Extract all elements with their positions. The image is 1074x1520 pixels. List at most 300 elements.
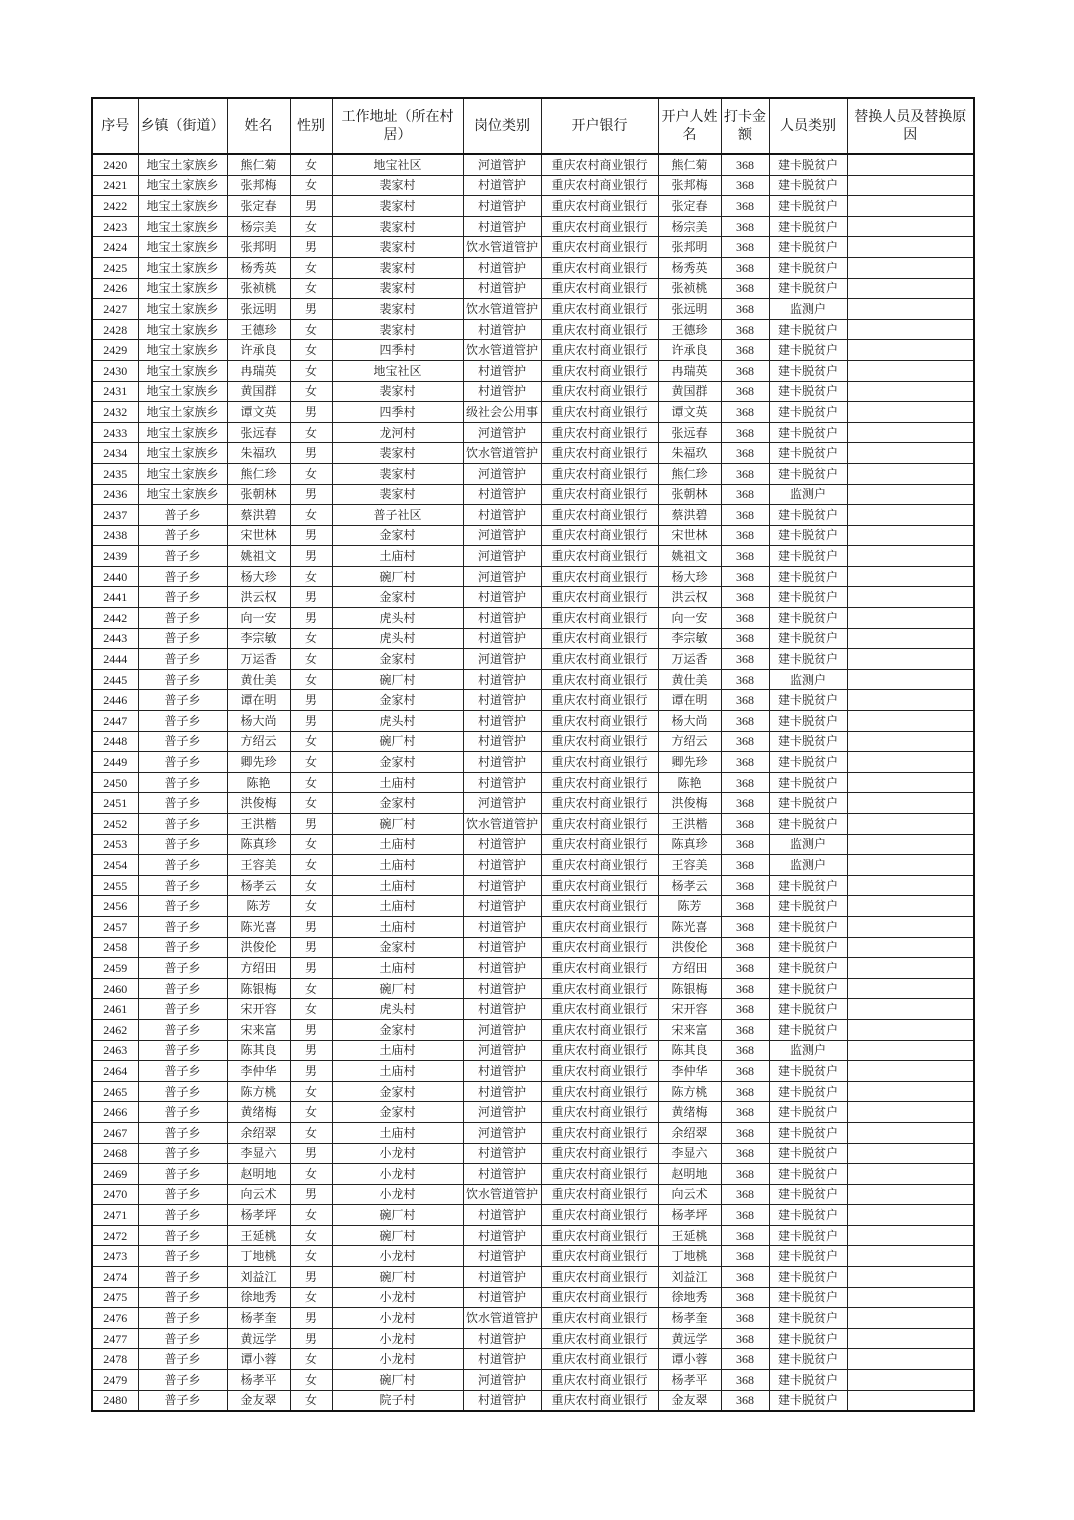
cell-township: 普子乡	[138, 958, 227, 979]
table-row	[92, 958, 974, 979]
cell-gender: 女	[290, 999, 332, 1020]
cell-person-category: 建卡脱贫户	[769, 958, 847, 979]
cell-gender: 女	[290, 216, 332, 237]
table-row	[92, 1287, 974, 1308]
cell-amount: 368	[721, 1246, 769, 1267]
cell-amount: 368	[721, 278, 769, 299]
cell-township: 普子乡	[138, 608, 227, 629]
cell-name: 宋开容	[227, 999, 290, 1020]
table-row	[92, 525, 974, 546]
cell-post-category: 村道管护	[463, 381, 541, 402]
cell-index: 2425	[92, 257, 138, 278]
cell-person-category: 建卡脱贫户	[769, 525, 847, 546]
cell-township: 普子乡	[138, 690, 227, 711]
cell-township: 地宝土家族乡	[138, 196, 227, 217]
cell-bank: 重庆农村商业银行	[541, 999, 658, 1020]
cell-work-address: 土庙村	[332, 958, 463, 979]
cell-replacement	[847, 896, 974, 917]
cell-post-category: 村道管护	[463, 1390, 541, 1411]
cell-township: 地宝土家族乡	[138, 154, 227, 175]
cell-amount: 368	[721, 402, 769, 423]
cell-post-category: 村道管护	[463, 711, 541, 732]
cell-name: 陈真珍	[227, 834, 290, 855]
cell-post-category: 河道管护	[463, 546, 541, 567]
cell-amount: 368	[721, 649, 769, 670]
cell-person-category: 建卡脱贫户	[769, 1370, 847, 1391]
cell-index: 2475	[92, 1287, 138, 1308]
cell-account-holder: 王德珍	[658, 319, 721, 340]
cell-name: 谭在明	[227, 690, 290, 711]
cell-township: 地宝土家族乡	[138, 340, 227, 361]
cell-amount: 368	[721, 834, 769, 855]
cell-gender: 女	[290, 566, 332, 587]
cell-account-holder: 杨孝平	[658, 1370, 721, 1391]
cell-post-category: 饮水管道管护	[463, 1308, 541, 1329]
cell-person-category: 建卡脱贫户	[769, 628, 847, 649]
cell-work-address: 地宝社区	[332, 154, 463, 175]
cell-gender: 女	[290, 278, 332, 299]
cell-amount: 368	[721, 1370, 769, 1391]
cell-name: 陈芳	[227, 896, 290, 917]
cell-post-category: 饮水管道管护	[463, 1184, 541, 1205]
cell-name: 宋来富	[227, 1019, 290, 1040]
cell-post-category: 村道管护	[463, 1328, 541, 1349]
cell-name: 蔡洪碧	[227, 505, 290, 526]
cell-amount: 368	[721, 1122, 769, 1143]
cell-name: 杨孝奎	[227, 1308, 290, 1329]
cell-gender: 男	[290, 1184, 332, 1205]
cell-gender: 男	[290, 916, 332, 937]
cell-name: 黄绪梅	[227, 1102, 290, 1123]
cell-amount: 368	[721, 340, 769, 361]
cell-township: 普子乡	[138, 1246, 227, 1267]
cell-index: 2452	[92, 814, 138, 835]
cell-gender: 女	[290, 381, 332, 402]
cell-account-holder: 冉瑞英	[658, 360, 721, 381]
cell-index: 2464	[92, 1061, 138, 1082]
cell-gender: 女	[290, 1164, 332, 1185]
cell-index: 2420	[92, 154, 138, 175]
cell-amount: 368	[721, 1081, 769, 1102]
cell-index: 2444	[92, 649, 138, 670]
cell-bank: 重庆农村商业银行	[541, 1390, 658, 1411]
cell-amount: 368	[721, 319, 769, 340]
cell-gender: 女	[290, 896, 332, 917]
cell-bank: 重庆农村商业银行	[541, 937, 658, 958]
cell-post-category: 村道管护	[463, 772, 541, 793]
cell-work-address: 碗厂村	[332, 814, 463, 835]
cell-account-holder: 杨大尚	[658, 711, 721, 732]
cell-index: 2423	[92, 216, 138, 237]
cell-work-address: 小龙村	[332, 1287, 463, 1308]
cell-amount: 368	[721, 422, 769, 443]
cell-account-holder: 张朝林	[658, 484, 721, 505]
cell-index: 2421	[92, 175, 138, 196]
cell-name: 余绍翠	[227, 1122, 290, 1143]
cell-post-category: 村道管护	[463, 896, 541, 917]
cell-amount: 368	[721, 999, 769, 1020]
cell-work-address: 土庙村	[332, 834, 463, 855]
cell-account-holder: 陈芳	[658, 896, 721, 917]
cell-gender: 女	[290, 360, 332, 381]
cell-gender: 女	[290, 1225, 332, 1246]
cell-replacement	[847, 772, 974, 793]
cell-replacement	[847, 154, 974, 175]
cell-work-address: 裴家村	[332, 216, 463, 237]
cell-name: 卿先珍	[227, 752, 290, 773]
cell-replacement	[847, 793, 974, 814]
cell-post-category: 村道管护	[463, 257, 541, 278]
cell-work-address: 小龙村	[332, 1349, 463, 1370]
cell-replacement	[847, 257, 974, 278]
cell-person-category: 建卡脱贫户	[769, 1081, 847, 1102]
cell-replacement	[847, 422, 974, 443]
cell-index: 2471	[92, 1205, 138, 1226]
table-row	[92, 196, 974, 217]
cell-gender: 女	[290, 772, 332, 793]
cell-replacement	[847, 381, 974, 402]
cell-bank: 重庆农村商业银行	[541, 278, 658, 299]
cell-post-category: 河道管护	[463, 525, 541, 546]
cell-account-holder: 杨大珍	[658, 566, 721, 587]
cell-person-category: 建卡脱贫户	[769, 216, 847, 237]
cell-post-category: 河道管护	[463, 566, 541, 587]
cell-work-address: 金家村	[332, 793, 463, 814]
table-row	[92, 711, 974, 732]
table-row	[92, 875, 974, 896]
cell-work-address: 碗厂村	[332, 1225, 463, 1246]
cell-bank: 重庆农村商业银行	[541, 916, 658, 937]
cell-gender: 女	[290, 793, 332, 814]
roster-table	[91, 97, 975, 1412]
cell-work-address: 土庙村	[332, 546, 463, 567]
cell-gender: 女	[290, 1287, 332, 1308]
cell-work-address: 金家村	[332, 649, 463, 670]
cell-replacement	[847, 752, 974, 773]
cell-name: 洪俊梅	[227, 793, 290, 814]
cell-name: 张祯桃	[227, 278, 290, 299]
table-row	[92, 649, 974, 670]
cell-work-address: 裴家村	[332, 299, 463, 320]
cell-index: 2473	[92, 1246, 138, 1267]
cell-gender: 男	[290, 1143, 332, 1164]
cell-gender: 男	[290, 1061, 332, 1082]
table-row	[92, 1328, 974, 1349]
cell-bank: 重庆农村商业银行	[541, 793, 658, 814]
cell-gender: 男	[290, 402, 332, 423]
cell-account-holder: 张邦明	[658, 237, 721, 258]
cell-name: 陈银梅	[227, 978, 290, 999]
table-row	[92, 154, 974, 175]
cell-person-category: 建卡脱贫户	[769, 1390, 847, 1411]
cell-work-address: 地宝社区	[332, 360, 463, 381]
cell-account-holder: 陈银梅	[658, 978, 721, 999]
cell-township: 地宝土家族乡	[138, 237, 227, 258]
cell-replacement	[847, 484, 974, 505]
cell-work-address: 碗厂村	[332, 978, 463, 999]
cell-person-category: 建卡脱贫户	[769, 360, 847, 381]
cell-amount: 368	[721, 1019, 769, 1040]
cell-replacement	[847, 937, 974, 958]
cell-index: 2466	[92, 1102, 138, 1123]
cell-work-address: 土庙村	[332, 875, 463, 896]
cell-name: 陈其良	[227, 1040, 290, 1061]
cell-post-category: 村道管护	[463, 628, 541, 649]
cell-township: 普子乡	[138, 875, 227, 896]
cell-replacement	[847, 463, 974, 484]
cell-account-holder: 宋世林	[658, 525, 721, 546]
cell-person-category: 建卡脱贫户	[769, 649, 847, 670]
cell-township: 普子乡	[138, 1225, 227, 1246]
cell-work-address: 龙河村	[332, 422, 463, 443]
cell-name: 方绍田	[227, 958, 290, 979]
cell-replacement	[847, 587, 974, 608]
cell-post-category: 村道管护	[463, 855, 541, 876]
cell-index: 2443	[92, 628, 138, 649]
cell-bank: 重庆农村商业银行	[541, 422, 658, 443]
cell-township: 普子乡	[138, 525, 227, 546]
cell-work-address: 裴家村	[332, 237, 463, 258]
cell-bank: 重庆农村商业银行	[541, 1040, 658, 1061]
table-row	[92, 896, 974, 917]
cell-work-address: 土庙村	[332, 1040, 463, 1061]
cell-account-holder: 洪云权	[658, 587, 721, 608]
cell-gender: 女	[290, 752, 332, 773]
cell-name: 陈方桃	[227, 1081, 290, 1102]
cell-township: 地宝土家族乡	[138, 443, 227, 464]
cell-bank: 重庆农村商业银行	[541, 1122, 658, 1143]
cell-name: 王洪楷	[227, 814, 290, 835]
cell-amount: 368	[721, 1184, 769, 1205]
cell-name: 张远明	[227, 299, 290, 320]
cell-index: 2451	[92, 793, 138, 814]
cell-replacement	[847, 855, 974, 876]
cell-bank: 重庆农村商业银行	[541, 1102, 658, 1123]
table-row	[92, 587, 974, 608]
cell-work-address: 四季村	[332, 402, 463, 423]
cell-replacement	[847, 216, 974, 237]
cell-index: 2449	[92, 752, 138, 773]
cell-bank: 重庆农村商业银行	[541, 360, 658, 381]
cell-replacement	[847, 1308, 974, 1329]
cell-name: 王容美	[227, 855, 290, 876]
cell-gender: 女	[290, 978, 332, 999]
cell-post-category: 饮水管道管护	[463, 443, 541, 464]
table-row	[92, 916, 974, 937]
cell-person-category: 建卡脱贫户	[769, 278, 847, 299]
cell-person-category: 建卡脱贫户	[769, 1287, 847, 1308]
cell-name: 张邦明	[227, 237, 290, 258]
cell-bank: 重庆农村商业银行	[541, 463, 658, 484]
header-index: 序号	[92, 98, 138, 154]
cell-name: 杨孝平	[227, 1370, 290, 1391]
cell-name: 黄远学	[227, 1328, 290, 1349]
cell-person-category: 建卡脱贫户	[769, 731, 847, 752]
cell-index: 2441	[92, 587, 138, 608]
cell-bank: 重庆农村商业银行	[541, 814, 658, 835]
table-row	[92, 999, 974, 1020]
cell-gender: 男	[290, 1040, 332, 1061]
cell-township: 普子乡	[138, 896, 227, 917]
cell-township: 地宝土家族乡	[138, 422, 227, 443]
cell-work-address: 小龙村	[332, 1164, 463, 1185]
cell-person-category: 建卡脱贫户	[769, 566, 847, 587]
cell-amount: 368	[721, 546, 769, 567]
cell-post-category: 河道管护	[463, 463, 541, 484]
cell-account-holder: 向一安	[658, 608, 721, 629]
cell-gender: 女	[290, 1349, 332, 1370]
cell-work-address: 碗厂村	[332, 1370, 463, 1391]
cell-bank: 重庆农村商业银行	[541, 834, 658, 855]
table-row	[92, 1349, 974, 1370]
cell-amount: 368	[721, 216, 769, 237]
cell-work-address: 裴家村	[332, 463, 463, 484]
cell-work-address: 小龙村	[332, 1143, 463, 1164]
cell-amount: 368	[721, 1349, 769, 1370]
cell-gender: 女	[290, 1122, 332, 1143]
cell-township: 普子乡	[138, 752, 227, 773]
cell-work-address: 普子社区	[332, 505, 463, 526]
cell-post-category: 村道管护	[463, 319, 541, 340]
cell-gender: 男	[290, 196, 332, 217]
cell-post-category: 村道管护	[463, 1164, 541, 1185]
cell-account-holder: 张邦梅	[658, 175, 721, 196]
cell-bank: 重庆农村商业银行	[541, 752, 658, 773]
cell-township: 普子乡	[138, 1102, 227, 1123]
cell-index: 2438	[92, 525, 138, 546]
header-account-holder: 开户人姓名	[658, 98, 721, 154]
cell-index: 2474	[92, 1267, 138, 1288]
table-row	[92, 1267, 974, 1288]
cell-replacement	[847, 546, 974, 567]
cell-index: 2470	[92, 1184, 138, 1205]
cell-name: 万运香	[227, 649, 290, 670]
cell-amount: 368	[721, 896, 769, 917]
table-row	[92, 216, 974, 237]
cell-bank: 重庆农村商业银行	[541, 958, 658, 979]
cell-township: 普子乡	[138, 1122, 227, 1143]
cell-person-category: 建卡脱贫户	[769, 1225, 847, 1246]
cell-post-category: 河道管护	[463, 422, 541, 443]
cell-account-holder: 宋来富	[658, 1019, 721, 1040]
cell-bank: 重庆农村商业银行	[541, 1349, 658, 1370]
cell-replacement	[847, 875, 974, 896]
cell-amount: 368	[721, 381, 769, 402]
cell-post-category: 村道管护	[463, 1081, 541, 1102]
cell-bank: 重庆农村商业银行	[541, 628, 658, 649]
cell-post-category: 村道管护	[463, 216, 541, 237]
cell-account-holder: 向云术	[658, 1184, 721, 1205]
table-row	[92, 1164, 974, 1185]
cell-person-category: 监测户	[769, 1040, 847, 1061]
cell-index: 2462	[92, 1019, 138, 1040]
cell-name: 熊仁珍	[227, 463, 290, 484]
cell-replacement	[847, 319, 974, 340]
cell-person-category: 建卡脱贫户	[769, 690, 847, 711]
cell-person-category: 建卡脱贫户	[769, 1349, 847, 1370]
table-row	[92, 814, 974, 835]
cell-township: 普子乡	[138, 1040, 227, 1061]
cell-amount: 368	[721, 587, 769, 608]
cell-work-address: 碗厂村	[332, 1267, 463, 1288]
cell-index: 2427	[92, 299, 138, 320]
cell-gender: 女	[290, 1102, 332, 1123]
cell-replacement	[847, 999, 974, 1020]
header-name: 姓名	[227, 98, 290, 154]
cell-person-category: 建卡脱贫户	[769, 1267, 847, 1288]
table-row	[92, 1370, 974, 1391]
cell-account-holder: 丁地桃	[658, 1246, 721, 1267]
cell-bank: 重庆农村商业银行	[541, 299, 658, 320]
cell-index: 2429	[92, 340, 138, 361]
table-row	[92, 1102, 974, 1123]
cell-replacement	[847, 237, 974, 258]
cell-gender: 男	[290, 814, 332, 835]
cell-amount: 368	[721, 1205, 769, 1226]
cell-account-holder: 杨秀英	[658, 257, 721, 278]
cell-index: 2454	[92, 855, 138, 876]
cell-account-holder: 熊仁菊	[658, 154, 721, 175]
cell-bank: 重庆农村商业银行	[541, 587, 658, 608]
cell-work-address: 金家村	[332, 937, 463, 958]
cell-name: 李仲华	[227, 1061, 290, 1082]
cell-post-category: 村道管护	[463, 875, 541, 896]
cell-bank: 重庆农村商业银行	[541, 237, 658, 258]
cell-name: 宋世林	[227, 525, 290, 546]
cell-account-holder: 徐地秀	[658, 1287, 721, 1308]
cell-account-holder: 李仲华	[658, 1061, 721, 1082]
cell-account-holder: 陈方桃	[658, 1081, 721, 1102]
cell-work-address: 院子村	[332, 1390, 463, 1411]
cell-work-address: 裴家村	[332, 278, 463, 299]
cell-gender: 男	[290, 1328, 332, 1349]
cell-index: 2480	[92, 1390, 138, 1411]
cell-bank: 重庆农村商业银行	[541, 711, 658, 732]
cell-name: 刘益江	[227, 1267, 290, 1288]
cell-index: 2440	[92, 566, 138, 587]
cell-work-address: 裴家村	[332, 443, 463, 464]
table-row	[92, 608, 974, 629]
cell-index: 2445	[92, 669, 138, 690]
table-row	[92, 402, 974, 423]
cell-person-category: 建卡脱贫户	[769, 1205, 847, 1226]
cell-person-category: 建卡脱贫户	[769, 772, 847, 793]
cell-index: 2459	[92, 958, 138, 979]
table-row	[92, 257, 974, 278]
cell-work-address: 裴家村	[332, 257, 463, 278]
cell-gender: 男	[290, 237, 332, 258]
cell-township: 普子乡	[138, 1308, 227, 1329]
cell-amount: 368	[721, 958, 769, 979]
cell-amount: 368	[721, 463, 769, 484]
cell-gender: 女	[290, 154, 332, 175]
cell-township: 普子乡	[138, 1061, 227, 1082]
cell-gender: 女	[290, 1205, 332, 1226]
cell-index: 2431	[92, 381, 138, 402]
cell-replacement	[847, 402, 974, 423]
cell-index: 2478	[92, 1349, 138, 1370]
cell-post-category: 饮水管道管护	[463, 237, 541, 258]
cell-bank: 重庆农村商业银行	[541, 855, 658, 876]
cell-amount: 368	[721, 1267, 769, 1288]
cell-name: 王延桃	[227, 1225, 290, 1246]
cell-name: 杨孝坪	[227, 1205, 290, 1226]
cell-name: 徐地秀	[227, 1287, 290, 1308]
cell-work-address: 小龙村	[332, 1246, 463, 1267]
cell-post-category: 村道管护	[463, 690, 541, 711]
cell-person-category: 建卡脱贫户	[769, 546, 847, 567]
cell-account-holder: 赵明地	[658, 1164, 721, 1185]
